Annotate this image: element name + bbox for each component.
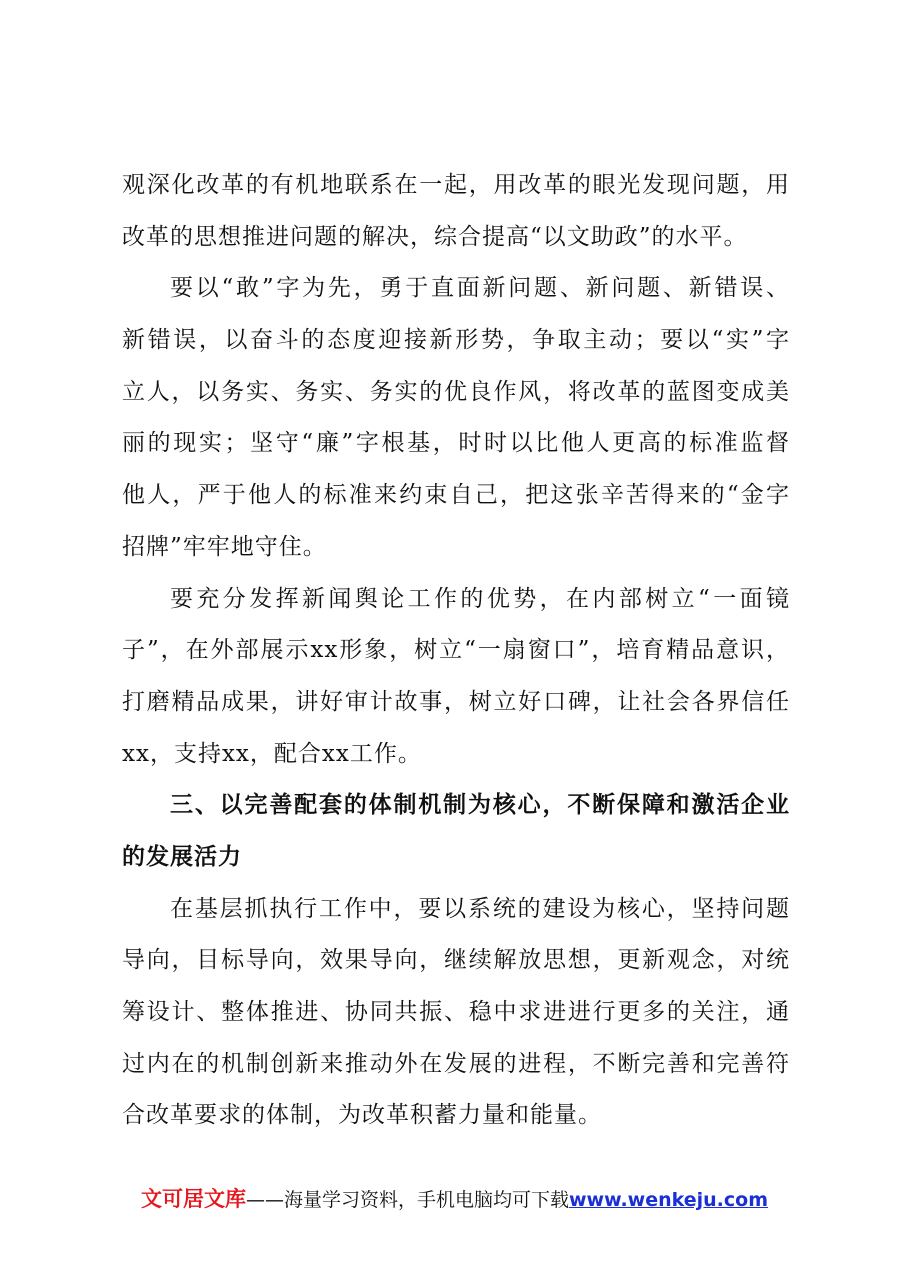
footer-banner	[0, 1183, 909, 1213]
paragraph-line: 打磨精品成果，讲好审计故事，树立好口碑，让社会各界信任	[122, 688, 790, 715]
paragraph-line: 子”，在外部展示xx形象，树立“一扇窗口”，培育精品意识，	[122, 637, 790, 664]
paragraph-line: 丽的现实；坚守“廉”字根基，时时以比他人更高的标准监督	[122, 430, 790, 457]
footer-url-link[interactable]: www.wenkeju.com	[569, 1189, 769, 1211]
paragraph-line: 改革的思想推进问题的解决，综合提高“以文助政”的水平。	[122, 223, 748, 250]
footer-brand: 文可居文库	[140, 1187, 246, 1211]
paragraph-line: 筹设计、整体推进、协同共振、稳中求进进行更多的关注，通	[122, 999, 790, 1025]
paragraph-line: 导向，目标导向，效果导向，继续解放思想，更新观念，对统	[122, 947, 790, 974]
section-heading-line: 三、以完善配套的体制机制为核心，不断保障和激活企业	[170, 792, 790, 819]
document-body	[122, 160, 790, 1142]
paragraph-line: 新错误，以奋斗的态度迎接新形势，争取主动；要以“实”字	[122, 327, 790, 354]
paragraph-line: 要充分发挥新闻舆论工作的优势，在内部树立“一面镜	[170, 585, 790, 612]
footer-slogan: ——海量学习资料，手机电脑均可下载	[245, 1189, 569, 1211]
paragraph-line: xx，支持xx，配合xx工作。	[122, 740, 422, 767]
paragraph-line: 要以“敢”字为先，勇于直面新问题、新问题、新错误、	[170, 275, 790, 302]
paragraph-line: 过内在的机制创新来推动外在发展的进程，不断完善和完善符	[122, 1050, 790, 1077]
paragraph-line: 立人，以务实、务实、务实的优良作风，将改革的蓝图变成美	[122, 378, 790, 405]
section-heading-line: 的发展活力	[122, 843, 242, 870]
paragraph-line: 他人，严于他人的标准来约束自己，把这张辛苦得来的“金字	[122, 482, 790, 509]
paragraph-line: 在基层抓执行工作中，要以系统的建设为核心，坚持问题	[170, 895, 790, 922]
paragraph-line: 观深化改革的有机地联系在一起，用改革的眼光发现问题，用	[122, 172, 790, 198]
paragraph-line: 合改革要求的体制，为改革积蓄力量和能量。	[122, 1102, 602, 1129]
paragraph-line: 招牌”牢牢地守住。	[122, 533, 327, 560]
